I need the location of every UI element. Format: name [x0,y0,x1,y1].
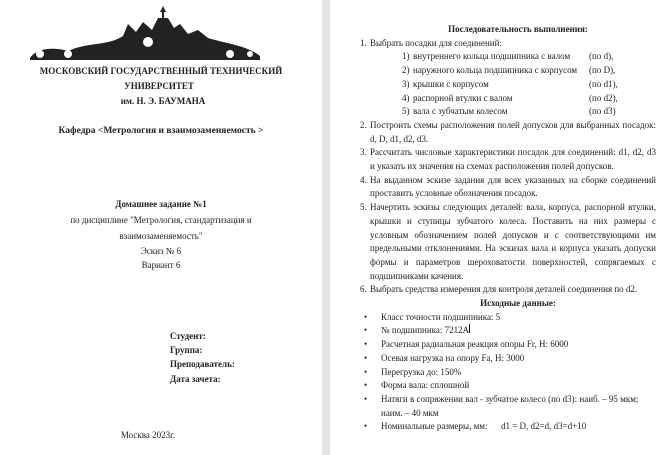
bullet-icon: • [364,339,368,350]
step-number: 2. [360,119,367,130]
input-data-heading: Исходные данные: [480,298,556,309]
step-text: На выданном эскизе задания для всех указанных на сборке соединений проставить условные обозначения посадок. [370,174,656,199]
substep-text: наружного кольца подшипника с корпусом [413,65,578,76]
substep [360,105,656,119]
substep [360,78,656,92]
data-text: Форма вала: сплошной [381,380,470,391]
sequence-heading: Последовательность выполнения: [448,24,588,34]
bullet-icon: • [364,421,368,432]
substep-ref: (по d2), [589,92,618,103]
substep-number: 2) [402,65,410,76]
bullet-icon: • [364,311,368,322]
step-6 [360,283,656,297]
data-item [364,324,656,338]
step-number: 1. [360,37,367,48]
discipline-line2: взаимозаменяемость" [119,231,203,241]
discipline-line1: по дисциплине "Метрология, стандартизация и [70,215,252,225]
cover-page [0,0,322,455]
substep-ref: (по d), [589,51,614,62]
substep [360,64,656,78]
department: Кафедра <Метрология и взаимозаменяемость > [58,126,264,136]
date-label: Дата зачета: [170,374,221,384]
step-number: 5. [360,202,367,213]
assignment-title: Домашнее задание №1 [115,199,207,209]
variant-number: Вариант 6 [141,260,181,270]
step-text: Выбрать посадки для соединений: [370,37,502,48]
teacher-label: Преподаватель: [170,359,235,369]
substep-ref: (по D), [589,65,616,76]
data-text: Расчетная радиальная реакция опоры Fr, Н: 6000 [381,339,569,350]
substep-number: 3) [402,78,410,89]
bullet-icon: • [364,393,368,404]
group-label: Группа: [170,345,203,355]
student-label: Студент: [170,331,206,341]
data-item [364,311,656,325]
data-item [364,338,656,352]
data-item [364,379,656,393]
step-1 [360,37,656,51]
sketch-number: Эскиз № 6 [140,246,182,256]
university-name-line2: УНИВЕРСИТЕТ [124,81,194,91]
city-year: Москва 2023г. [120,430,176,440]
steps-list [360,37,656,297]
data-text: Номинальные размеры, мм: d1 = D, d2=d, d3=d+10 [381,421,587,432]
step-number: 6. [360,284,367,295]
data-text: Натяги в сопряжении вал - зубчатое колесо (по d3): наиб. – 95 мкм; наим. – 40 мкм [381,393,639,418]
step-number: 4. [360,174,367,185]
step-2 [360,119,656,146]
task-page [330,0,666,455]
data-text: Осевая нагрузка на опору Fa, Н: 3000 [381,352,525,363]
bullet-icon: • [364,366,368,377]
substep-text: распорной втулки с валом [413,92,513,103]
step-text: Рассчитать числовые характеристики посадок для соединений: d1, d2, d3 и указать их значения на схемах расположения полей допусков. [370,147,656,172]
substep-text: вала с зубчатым колесом [413,106,508,117]
substep-number: 5) [402,106,410,117]
bullet-icon: • [364,325,368,336]
step-text: Выбрать средства измерения для контроля деталей соединения по d2. [370,284,638,295]
data-text: Класс точности подшипника: 5 [381,311,501,322]
step-number: 3. [360,147,367,158]
substep-number: 1) [402,51,410,62]
substep-ref: (по d3) [589,106,616,117]
input-data-list [360,311,656,434]
step-4 [360,174,656,201]
bearing-number-text[interactable]: № подшипника: 7212А [381,325,470,336]
substep-ref: (по d1), [589,78,618,89]
step-5 [360,201,656,283]
substep-number: 4) [402,92,410,103]
text-cursor [469,324,470,333]
bullet-icon: • [364,380,368,391]
step-text: Начертить эскизы следующих деталей: вала, корпуса, распорной втулки, крышки и ступицы зубчатого колеса. Поставить на них размеры с условным обозначением полей допусков и с соответствующими им предельными отклонениями. На эскизах вала и корпуса указать допуски формы и параметров шероховатости поверхностей, сопрягаемых с подшипниками качения. [370,202,656,281]
data-item [364,352,656,366]
university-name-line3: им. Н. Э. БАУМАНА [120,96,206,106]
university-emblem-logo [28,6,264,62]
task-content [360,23,656,434]
step-text: Построить схемы расположения полей допусков для выбранных посадок: d, D, d1, d2, d3. [370,119,656,144]
university-name-line1: МОСКОВСКИЙ ГОСУДАРСТВЕННЫЙ ТЕХНИЧЕСКИЙ [39,66,283,76]
data-text: Перегрузка до: 150% [381,366,462,377]
substep-text: внутреннего кольца подшипника с валом [413,51,571,62]
data-item [364,420,656,434]
substep-text: крышки с корпусом [413,78,489,89]
step-3 [360,146,656,173]
bullet-icon: • [364,352,368,363]
data-item [364,393,656,420]
substep [360,50,656,64]
substep [360,92,656,106]
data-item [364,366,656,380]
